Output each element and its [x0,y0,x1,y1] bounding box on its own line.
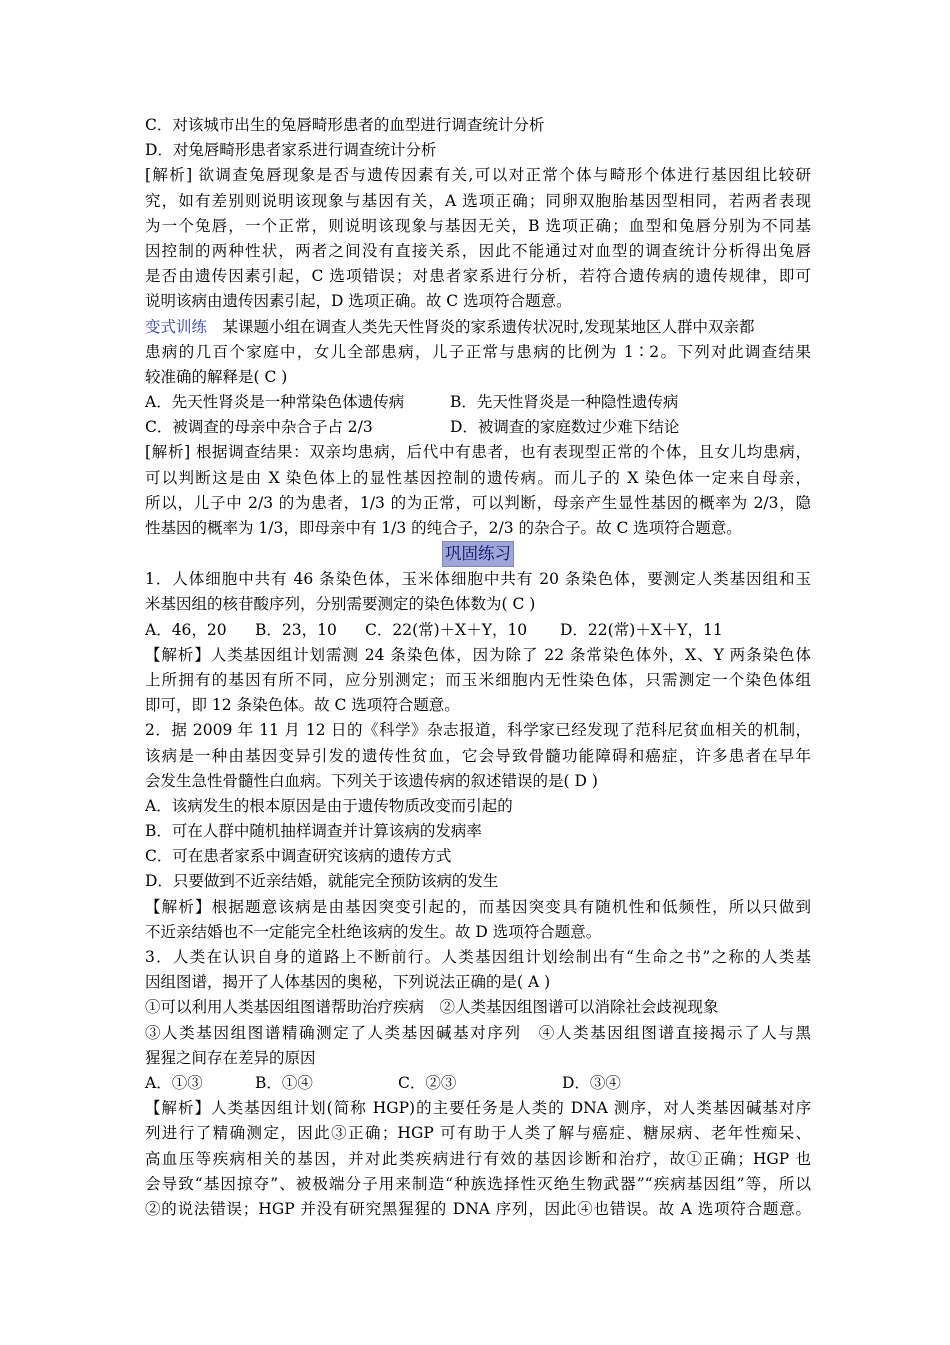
option-c: C．对该城市出生的兔唇畸形患者的血型进行调查统计分析 [145,116,545,134]
variant-analysis-line: 所以，儿子中 2/3 的为患者，1/3 的为正常，可以判断，母亲产生显性基因的概率为 2/3，隐 [145,493,811,512]
q1-analysis-line: 上所拥有的基因有所不同，应分别测定；而玉米细胞内无性染色体，只需测定一个染色体组 [145,670,811,689]
variant-question-text: 某课题小组在调查人类先天性肾炎的家系遗传状况时,发现某地区人群中双亲都 [222,317,755,336]
q3-analysis-line: 【解析】人类基因组计划(简称 HGP)的主要任务是人类的 DNA 测序，对人类基因碱基对序 [145,1099,811,1118]
analysis-line: [解析] 欲调查兔唇现象是否与遗传因素有关,可以对正常个体与畸形个体进行基因组比较研 [145,166,811,185]
q1-option-d: D．22(常)＋X＋Y，11 [560,620,723,639]
q2-option-c: C．可在患者家系中调查研究该病的遗传方式 [145,847,452,866]
q3-analysis-line: 会导致“基因掠夺”、被极端分子用来制造“种族选择性灭绝生物武器”“疾病基因组”等，所以 [145,1174,811,1193]
variant-option-c: C．被调查的母亲中杂合子占 2/3 [145,418,373,437]
q1-line: 米基因组的核苷酸序列，分别需要测定的染色体数为( C ) [145,595,536,614]
analysis-line: 因控制的两种性状，两者之间没有直接关系，因此不能通过对血型的调查统计分析得出兔唇 [145,241,811,260]
q3-option-c: C．②③ [398,1073,457,1092]
variant-option-a: A．先天性肾炎是一种常染色体遗传病 [145,393,405,412]
q1-analysis-line: 即可，即 12 条染色体。故 C 选项符合题意。 [145,696,460,715]
q1-option-c: C．22(常)＋X＋Y，10 [365,620,528,639]
q3-analysis-line: 高血压等疾病相关的基因，并对此类疾病进行有效的基因诊断和治疗，故①正确；HGP 也 [145,1149,811,1168]
q3-statement: ③人类基因组图谱精确测定了人类基因碱基对序列 ④人类基因组图谱直接揭示了人与黑 [145,1023,811,1042]
variant-option-b: B．先天性肾炎是一种隐性遗传病 [450,393,679,412]
q2-option-d: D．只要做到不近亲结婚，就能完全预防该病的发生 [145,872,499,891]
q3-analysis-line: 列进行了精确测定，因此③正确；HGP 可有助于人类了解与癌症、糖尿病、老年性痴呆、 [145,1124,811,1143]
section-title-wrap [145,541,811,567]
q2-option-a: A．该病发生的根本原因是由于遗传物质改变而引起的 [145,796,513,815]
q1-option-b: B．23，10 [255,620,337,639]
q1-options [145,618,811,643]
option-d: D．对兔唇畸形患者家系进行调查统计分析 [145,141,437,160]
q2-analysis-line: 不近亲结婚也不一定能完全杜绝该病的发生。故 D 选项符合题意。 [145,922,602,941]
q2-option-b: B．可在人群中随机抽样调查并计算该病的发病率 [145,822,482,841]
analysis-line: 究，如有差别则说明该现象与基因有关，A 选项正确；同卵双胞胎基因型相同，若两者表现 [145,191,811,210]
q3-options [145,1071,811,1096]
q3-option-d: D．③④ [562,1073,621,1092]
variant-label: 变式训练 [145,317,208,336]
document-page [145,113,811,1222]
variant-question-line: 患病的几百个家庭中，女儿全部患病，儿子正常与患病的比例为 1∶2。下列对此调查结果 [145,342,811,361]
analysis-line: 说明该病由遗传因素引起，D 选项正确。故 C 选项符合题意。 [145,292,572,311]
variant-analysis-line: 性基因的概率为 1/3，即母亲中有 1/3 的纯合子，2/3 的杂合子。故 C 选项符合题意。 [145,519,742,537]
q2-analysis-line: 【解析】根据题意该病是由基因突变引起的，而基因突变具有随机性和低频性，所以只做到 [145,897,811,916]
variant-analysis-line: 可以判断这是由 X 染色体上的显性基因控制的遗传病。而儿子的 X 染色体一定来自母亲， [145,468,811,487]
q3-statement: 猩猩之间存在差异的原因 [145,1048,316,1067]
variant-question-line: 较准确的解释是( C ) [145,367,288,386]
q3-option-a: A．①③ [145,1073,203,1092]
q1-analysis-line: 【解析】人类基因组计划需测 24 条染色体，因为除了 22 条常染色体外，X、Y 两条染色体 [145,645,811,664]
section-title: 巩固练习 [442,541,514,567]
q2-line: 2．据 2009 年 11 月 12 日的《科学》杂志报道，科学家已经发现了范科尼贫血相关的机制， [145,721,811,740]
q3-analysis-line: ②的说法错误；HGP 并没有研究黑猩猩的 DNA 序列，因此④也错误。故 A 选项符合题意。 [145,1199,811,1218]
variant-option-row [145,390,811,415]
q3-line: 3．人类在认识自身的道路上不断前行。人类基因组计划绘制出有“生命之书”之称的人类基 [145,948,811,966]
q2-line: 会发生急性骨髓性白血病。下列关于该遗传病的叙述错误的是( D ) [145,771,598,790]
q3-statement: ①可以利用人类基因组图谱帮助治疗疾病 ②人类基因组图谱可以消除社会歧视现象 [145,998,719,1017]
variant-question-line [145,315,811,340]
q2-line: 该病是一种由基因变异引发的遗传性贫血，它会导致骨髓功能障碍和癌症，许多患者在早年 [145,746,811,765]
q1-option-a: A．46，20 [145,620,227,639]
q3-option-b: B．①④ [255,1073,313,1092]
q3-line: 因组图谱，揭开了人体基因的奥秘，下列说法正确的是( A ) [145,973,551,992]
variant-option-d: D．被调查的家庭数过少难下结论 [450,418,680,437]
variant-analysis-line: [解析] 根据调查结果：双亲均患病，后代中有患者，也有表现型正常的个体，且女儿均患病， [145,443,811,462]
variant-option-row [145,415,811,440]
analysis-line: 是否由遗传因素引起，C 选项错误；对患者家系进行分析，若符合遗传病的遗传规律，即可 [145,267,811,286]
q1-line: 1．人体细胞中共有 46 条染色体，玉米体细胞中共有 20 条染色体，要测定人类基因组和玉 [145,570,811,589]
analysis-line: 为一个兔唇，一个正常，则说明该现象与基因无关，B 选项正确；血型和兔唇分别为不同基 [145,216,811,235]
